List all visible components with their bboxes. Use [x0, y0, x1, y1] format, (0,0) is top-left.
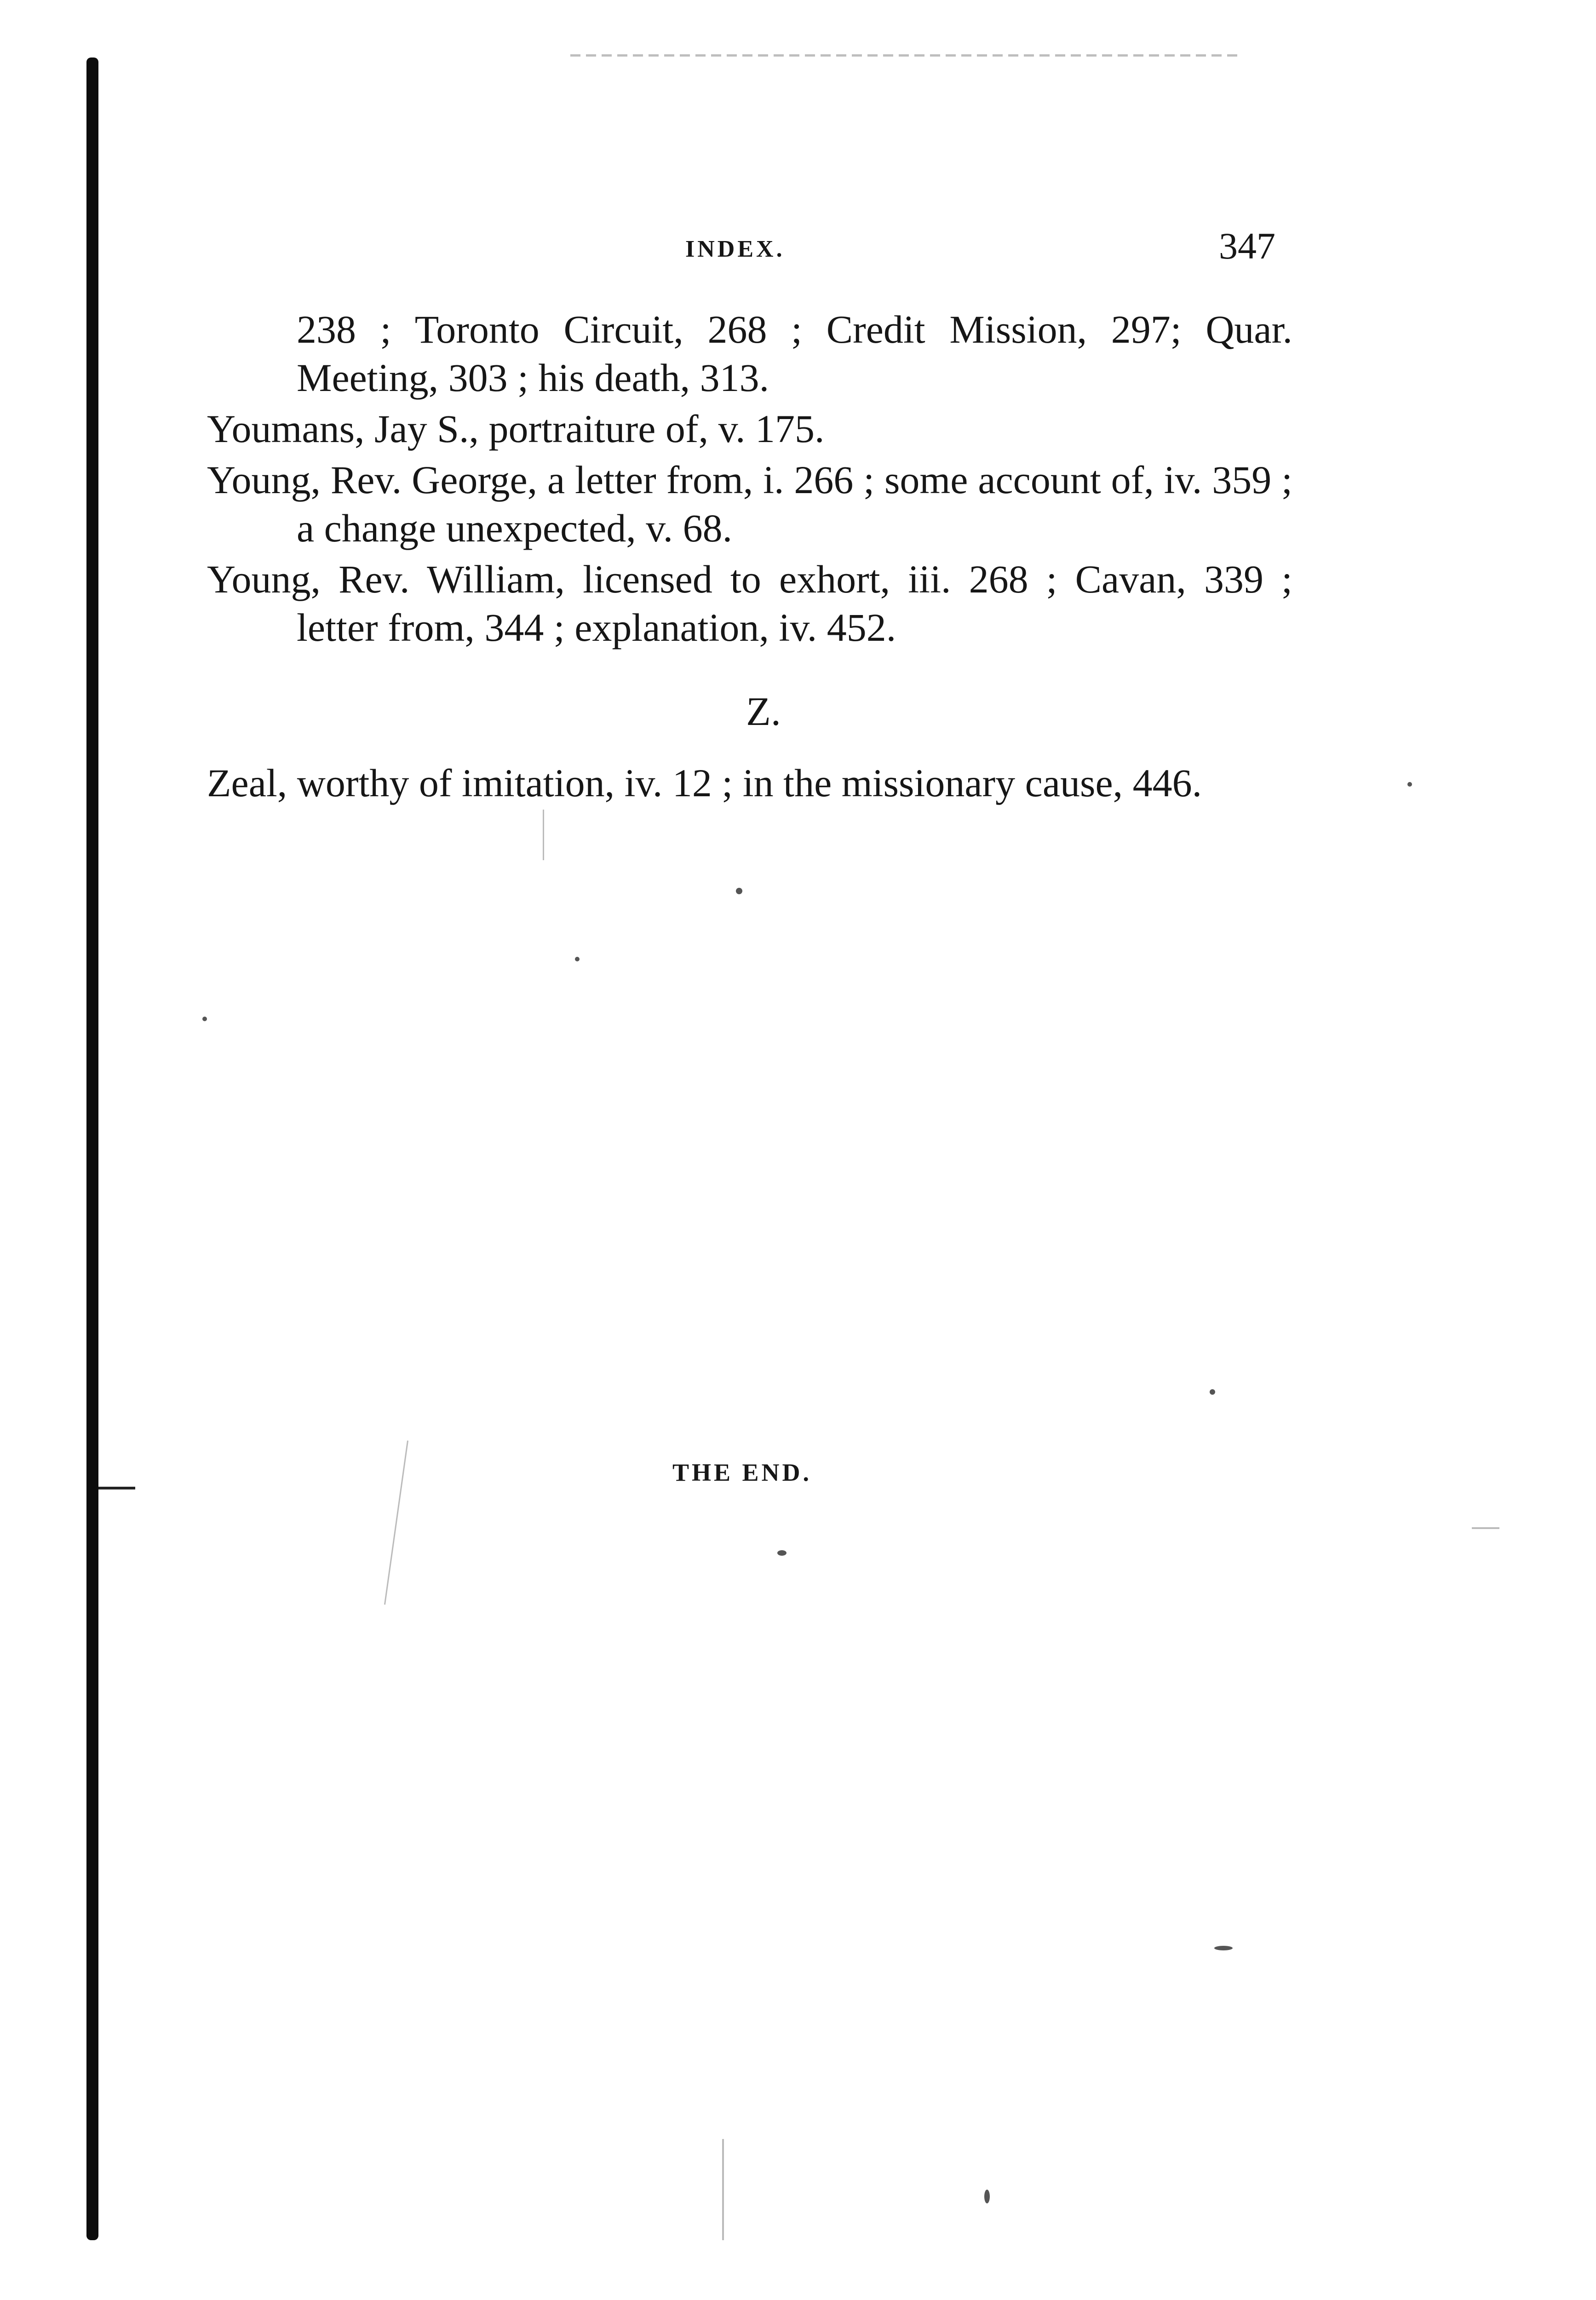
section-letter-z: Z.: [746, 690, 781, 734]
scan-speck: [984, 2190, 990, 2203]
index-entries: [207, 305, 1292, 810]
binding-edge: [86, 58, 98, 2240]
scan-speck: [777, 1550, 787, 1556]
top-edge-shadow: [570, 54, 1242, 57]
running-head: INDEX.: [685, 236, 785, 262]
scan-speck: [1214, 1946, 1233, 1950]
scan-scratch: [384, 1441, 408, 1605]
scan-speck: [1407, 782, 1412, 787]
scan-speck: [1210, 1389, 1215, 1395]
scan-scratch: [543, 810, 544, 860]
index-entry-young-george: Young, Rev. George, a letter from, i. 266 ; some account of, iv. 359 ; a change unexpected, v. 68.: [207, 458, 1292, 550]
index-entry-zeal: Zeal, worthy of imitation, iv. 12 ; in the missionary cause, 446.: [207, 761, 1202, 805]
scan-scratch: [722, 2139, 724, 2240]
scan-speck: [736, 888, 742, 894]
the-end-marker: THE END.: [672, 1459, 812, 1486]
index-entry-youmans: Youmans, Jay S., portraiture of, v. 175.: [207, 407, 825, 451]
index-entry-young-william: Young, Rev. William, licensed to exhort, iii. 268 ; Cavan, 339 ; letter from, 344 ; explanation, iv. 452.: [207, 557, 1292, 650]
binding-mark: [98, 1487, 135, 1489]
page-number: 347: [1219, 225, 1275, 267]
index-entry-continued: 238 ; Toronto Circuit, 268 ; Credit Mission, 297; Quar. Meeting, 303 ; his death, 313.: [297, 307, 1292, 400]
scan-speck: [575, 957, 580, 961]
scan-speck: [202, 1017, 207, 1021]
scan-scratch: [1472, 1527, 1499, 1529]
